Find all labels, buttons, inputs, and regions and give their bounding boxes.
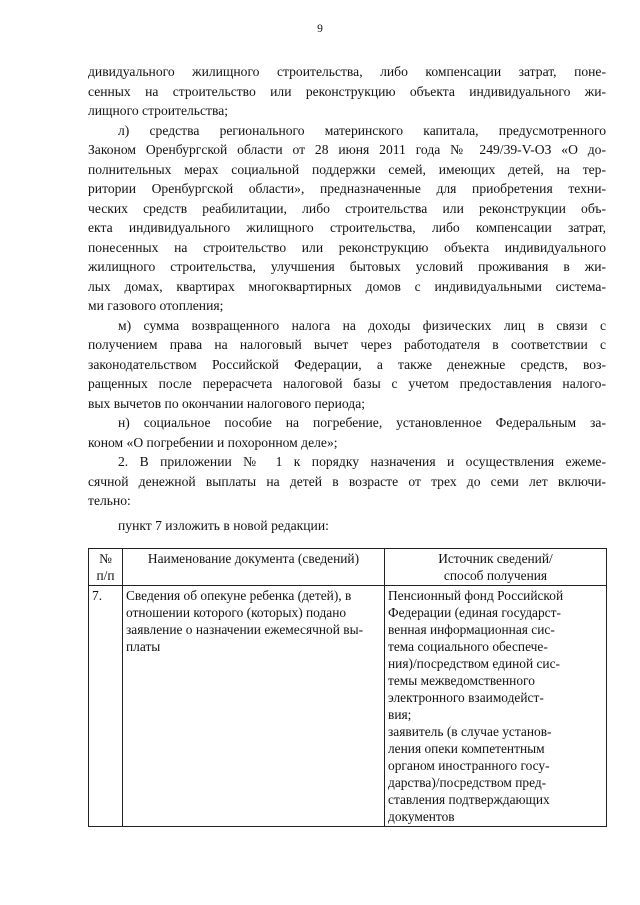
paragraph-1-line: лищного строительства;	[88, 103, 229, 118]
row-name-line: отношении которого (которых) подано	[126, 605, 347, 620]
paragraph-l-line: понесенных на строительство или реконструкцию объекта индивидуального	[88, 240, 606, 255]
table-row	[89, 586, 607, 827]
row-source-line: документов	[388, 809, 455, 824]
paragraph-l-line: лых домах, квартирах многоквартирных домов с индивидуальными система-	[88, 279, 606, 294]
row-source-line: вия;	[388, 707, 412, 722]
paragraph-l-line: Законом Оренбургской области от 28 июня 2011 года № 249/39-V-ОЗ «О до-	[88, 142, 606, 157]
paragraph-2-line: тельно:	[88, 493, 131, 508]
row-source-line: органом иностранного госу-	[388, 758, 550, 773]
paragraph-l-line: ми газового отопления;	[88, 298, 224, 313]
paragraph-1-line: сенных на строительство или реконструкцию объекта индивидуального жи-	[88, 84, 606, 99]
paragraph-l-line: екта индивидуального жилищного строительства, либо компенсации затрат,	[88, 220, 606, 235]
paragraph-l-line: л) средства регионального материнского капитала, предусмотренного	[118, 123, 606, 138]
paragraph-l-line: ческих средств реабилитации, либо строительства или реконструкции объ-	[88, 201, 606, 216]
paragraph-l-line: жилищного строительства, улучшения бытовых условий проживания в жи-	[88, 259, 606, 274]
row-source-line: дарства)/посредством пред-	[388, 775, 547, 790]
header-number-cell	[89, 549, 123, 586]
row-source-line: Федерации (единая государст-	[388, 605, 561, 620]
documents-table	[88, 548, 607, 827]
row-source-line: заявитель (в случае установ-	[388, 724, 552, 739]
paragraph-m-line: получением права на налоговый вычет через работодателя в соответствии с	[88, 337, 606, 352]
header-source-cell	[385, 549, 607, 586]
paragraph-3: пункт 7 изложить в новой редакции:	[118, 518, 329, 533]
paragraph-2-line: сячной денежной выплаты на детей в возрасте от трех до семи лет включи-	[88, 474, 606, 489]
paragraph-m-line: законодательством Российской Федерации, а также денежные средств, воз-	[88, 357, 606, 372]
header-number: п/п	[96, 568, 115, 583]
paragraph-m-line: м) сумма возвращенного налога на доходы физических лиц в связи с	[118, 318, 606, 333]
row-name-cell	[123, 586, 385, 827]
paragraph-m-line: вых вычетов по окончании налогового периода;	[88, 396, 365, 411]
row-name-line: платы	[126, 639, 161, 654]
row-name-line: Сведения об опекуне ребенка (детей), в	[126, 588, 352, 603]
row-number-cell	[89, 586, 123, 827]
paragraph-l-line: полнительных мерах социальной поддержки семей, имеющих детей, на тер-	[88, 162, 606, 177]
header-name-cell	[123, 549, 385, 586]
row-name-line: заявление о назначении ежемесячной вы-	[126, 622, 364, 637]
page-number: 9	[317, 23, 323, 35]
header-source: способ получения	[443, 568, 548, 583]
row-source-line: ставления подтверждающих	[388, 792, 550, 807]
row-source-line: темы межведомственного	[388, 673, 535, 688]
header-source: Источник сведений/	[438, 551, 553, 566]
paragraph-1-line: дивидуального жилищного строительства, либо компенсации затрат, поне-	[88, 64, 606, 79]
row-source-line: венная информационная сис-	[388, 622, 555, 637]
paragraph-2-line: 2. В приложении № 1 к порядку назначения и осуществления ежеме-	[118, 454, 606, 469]
row-source-line: Пенсионный фонд Российской	[388, 588, 564, 603]
row-source-line: ния)/посредством единой сис-	[388, 656, 561, 671]
row-source-cell	[385, 586, 607, 827]
header-name: Наименование документа (сведений)	[147, 551, 360, 566]
paragraph-n-line: н) социальное пособие на погребение, установленное Федеральным за-	[118, 415, 606, 430]
header-number: №	[99, 551, 112, 566]
row-source-line: ления опеки компетентным	[388, 741, 545, 756]
table-header-row	[89, 549, 607, 586]
row-source-line: тема социального обеспече-	[388, 639, 548, 654]
paragraph-n-line: коном «О погребении и похоронном деле»;	[88, 435, 338, 450]
row-source-line: электронного взаимодейст-	[388, 690, 544, 705]
paragraph-m-line: ращенных после перерасчета налоговой базы с учетом предоставления налого-	[88, 376, 606, 391]
row-number: 7.	[92, 588, 103, 603]
paragraph-l-line: ритории Оренбургской области», предназначенные для приобретения техни-	[88, 181, 606, 196]
